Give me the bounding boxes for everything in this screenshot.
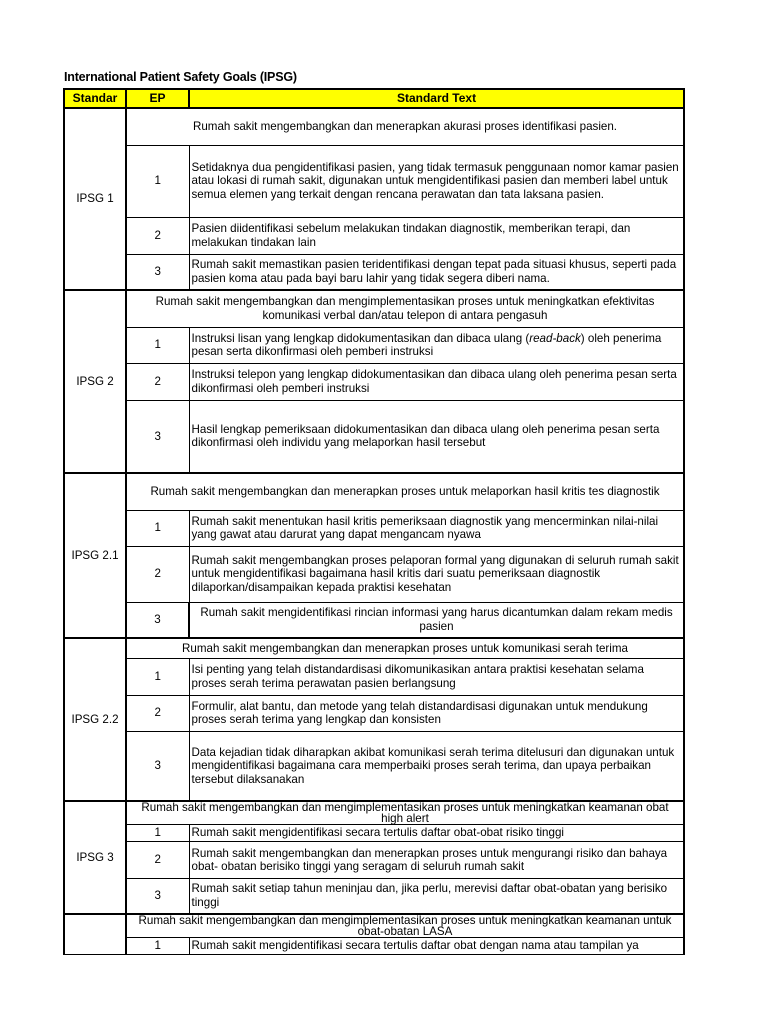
table-row bbox=[64, 825, 684, 842]
table-row bbox=[64, 638, 684, 658]
table-row bbox=[64, 842, 684, 879]
table-row bbox=[64, 327, 684, 363]
ep-text: Pasien diidentifikasi sebelum melakukan tindakan diagnostik, memberikan terapi, dan melakukan tindakan lain bbox=[189, 217, 684, 254]
ep-number: 1 bbox=[126, 658, 189, 695]
table-row bbox=[64, 602, 684, 638]
standard-intro: Rumah sakit mengembangkan dan mengimplementasikan proses untuk meningkatkan keamanan obat high alert bbox=[126, 801, 684, 825]
table-row bbox=[64, 290, 684, 327]
header-row bbox=[64, 89, 684, 108]
standard-intro: Rumah sakit mengembangkan dan menerapkan proses untuk melaporkan hasil kritis tes diagnostik bbox=[126, 473, 684, 510]
table-row bbox=[64, 217, 684, 254]
table-row bbox=[64, 695, 684, 731]
ep-number: 2 bbox=[126, 695, 189, 731]
ep-text-part: Instruksi lisan yang lengkap didokumentasikan dan dibaca ulang ( bbox=[191, 331, 530, 345]
table-row bbox=[64, 731, 684, 801]
standar-cell: IPSG 1 bbox=[64, 108, 126, 290]
table-row bbox=[64, 658, 684, 695]
standar-cell: IPSG 2.2 bbox=[64, 638, 126, 801]
ep-text: Instruksi telepon yang lengkap didokumentasikan dan dibaca ulang oleh penerima pesan serta dikonfirmasi oleh pemberi instruksi bbox=[189, 363, 684, 400]
ep-number: 3 bbox=[126, 254, 189, 290]
table-row bbox=[64, 108, 684, 145]
table-row bbox=[64, 801, 684, 825]
standar-cell bbox=[64, 914, 126, 955]
ep-text: Rumah sakit mengembangkan proses pelaporan formal yang digunakan di seluruh rumah sakit untuk mengidentifikasi bagaimana hasil kritis dari suatu pemeriksaan diagnostik dilaporkan/disampaikan kepada praktisi kesehatan bbox=[189, 546, 684, 602]
ep-number: 3 bbox=[126, 602, 189, 638]
ep-number: 1 bbox=[126, 145, 189, 217]
ep-number: 2 bbox=[126, 217, 189, 254]
table-row bbox=[64, 879, 684, 914]
ep-number: 3 bbox=[126, 731, 189, 801]
ep-number: 1 bbox=[126, 937, 189, 954]
read-back-term: read-back bbox=[529, 331, 581, 345]
table-row bbox=[64, 254, 684, 290]
header-standar: Standar bbox=[64, 89, 126, 108]
ep-text: Rumah sakit memastikan pasien teridentifikasi dengan tepat pada situasi khusus, seperti pada pasien koma atau pada bayi baru lahir yang tidak segera diberi nama. bbox=[189, 254, 684, 290]
ep-number: 2 bbox=[126, 546, 189, 602]
ep-text: Setidaknya dua pengidentifikasi pasien, yang tidak termasuk penggunaan nomor kamar pasien atau lokasi di rumah sakit, digunakan untuk mengidentifikasi pasien dan memberi label untuk semua elemen yang terkait dengan rencana perawatan dan tata laksana pasien. bbox=[189, 145, 684, 217]
standar-cell: IPSG 2.1 bbox=[64, 473, 126, 638]
ep-text: Rumah sakit mengidentifikasi secara tertulis daftar obat-obat risiko tinggi bbox=[189, 825, 684, 842]
table-row bbox=[64, 510, 684, 546]
header-standard-text: Standard Text bbox=[189, 89, 684, 108]
ep-text: Rumah sakit menentukan hasil kritis pemeriksaan diagnostik yang mencerminkan nilai-nilai yang gawat atau darurat yang dapat mengancam nyawa bbox=[189, 510, 684, 546]
ep-text: Isi penting yang telah distandardisasi dikomunikasikan antara praktisi kesehatan selama proses serah terima perawatan pasien berlangsung bbox=[189, 658, 684, 695]
ep-text: Rumah sakit setiap tahun meninjau dan, jika perlu, merevisi daftar obat-obatan yang berisiko tinggi bbox=[189, 879, 684, 914]
table-row bbox=[64, 400, 684, 473]
standard-intro: Rumah sakit mengembangkan dan menerapkan akurasi proses identifikasi pasien. bbox=[126, 108, 684, 145]
document-title: International Patient Safety Goals (IPSG) bbox=[64, 70, 297, 84]
table-row bbox=[64, 914, 684, 938]
ep-text-part: ) oleh penerima pesan serta dikonfirmasi oleh pemberi instruksi bbox=[191, 331, 662, 358]
ep-number: 3 bbox=[126, 879, 189, 914]
ep-text: Hasil lengkap pemeriksaan didokumentasikan dan dibaca ulang oleh penerima pesan serta dikonfirmasi oleh individu yang melaporkan hasil tersebut bbox=[189, 400, 684, 473]
ep-number: 3 bbox=[126, 400, 189, 473]
ipsg-table bbox=[63, 88, 685, 955]
ep-number: 1 bbox=[126, 510, 189, 546]
table-row bbox=[64, 546, 684, 602]
ep-text: Rumah sakit mengidentifikasi rincian informasi yang harus dicantumkan dalam rekam medis pasien bbox=[189, 602, 684, 638]
ep-number: 2 bbox=[126, 842, 189, 879]
ep-text: Formulir, alat bantu, dan metode yang telah distandardisasi digunakan untuk mendukung proses serah terima yang lengkap dan konsisten bbox=[189, 695, 684, 731]
table-row bbox=[64, 473, 684, 510]
standard-intro: Rumah sakit mengembangkan dan mengimplementasikan proses untuk meningkatkan keamanan untuk obat-obatan LASA bbox=[126, 914, 684, 938]
table-row bbox=[64, 363, 684, 400]
table-row bbox=[64, 937, 684, 954]
ep-text: Rumah sakit mengidentifikasi secara tertulis daftar obat dengan nama atau tampilan ya bbox=[189, 937, 684, 954]
header-ep: EP bbox=[126, 89, 189, 108]
standar-cell: IPSG 2 bbox=[64, 290, 126, 473]
ep-number: 2 bbox=[126, 363, 189, 400]
table-row bbox=[64, 145, 684, 217]
standard-intro: Rumah sakit mengembangkan dan mengimplementasikan proses untuk meningkatkan efektivitas komunikasi verbal dan/atau telepon di antara pengasuh bbox=[126, 290, 684, 327]
standar-cell: IPSG 3 bbox=[64, 801, 126, 914]
ep-text: Data kejadian tidak diharapkan akibat komunikasi serah terima ditelusuri dan digunakan untuk mengidentifikasi bagaimana cara memperbaiki proses serah terima, dan upaya perbaikan tersebut dilaksanakan bbox=[189, 731, 684, 801]
ep-number: 1 bbox=[126, 825, 189, 842]
ep-number: 1 bbox=[126, 327, 189, 363]
ep-text: Rumah sakit mengembangkan dan menerapkan proses untuk mengurangi risiko dan bahaya obat- obatan berisiko tinggi yang seragam di seluruh rumah sakit bbox=[189, 842, 684, 879]
standard-intro: Rumah sakit mengembangkan dan menerapkan proses untuk komunikasi serah terima bbox=[126, 638, 684, 658]
ep-text bbox=[189, 327, 684, 363]
